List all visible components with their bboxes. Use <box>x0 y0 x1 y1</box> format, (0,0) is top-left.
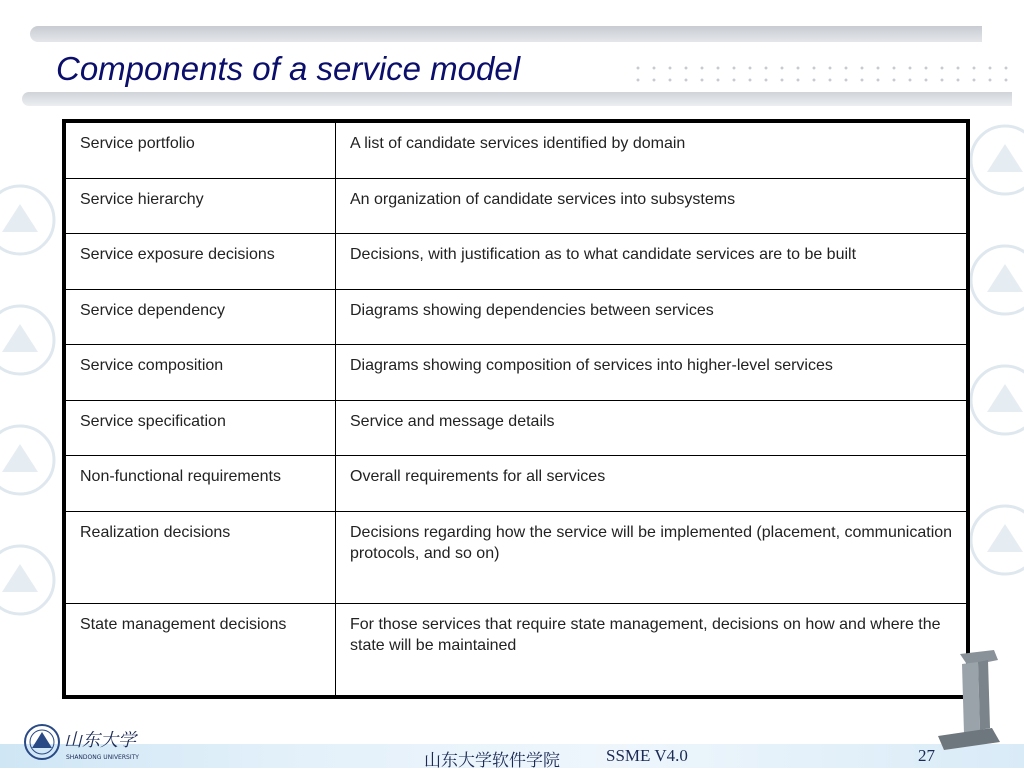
footer-course: SSME V4.0 <box>606 746 688 765</box>
university-logo <box>22 720 172 764</box>
component-description-cell: For those services that require state management, decisions on how and where the state will be maintained <box>336 603 967 695</box>
podium-decoration <box>932 650 1002 750</box>
component-description-cell: Service and message details <box>336 400 967 456</box>
table-row <box>66 400 967 456</box>
component-description-cell: Overall requirements for all services <box>336 456 967 512</box>
table-row <box>66 345 967 401</box>
table-row <box>66 289 967 345</box>
component-description-cell: Diagrams showing dependencies between services <box>336 289 967 345</box>
footer-page-number: 27 <box>918 746 935 765</box>
footer-institution: 山东大学软件学院 <box>424 751 560 770</box>
table-row <box>66 456 967 512</box>
component-description-cell: Decisions, with justification as to what candidate services are to be built <box>336 234 967 290</box>
component-name-cell: Realization decisions <box>66 511 336 603</box>
component-description-cell: An organization of candidate services into subsystems <box>336 178 967 234</box>
component-name-cell: Service hierarchy <box>66 178 336 234</box>
title-band-bottom <box>22 92 1012 106</box>
component-name-cell: Service exposure decisions <box>66 234 336 290</box>
title-dots-decoration <box>630 62 1010 82</box>
table-row <box>66 123 967 179</box>
component-name-cell: Non-functional requirements <box>66 456 336 512</box>
table-row <box>66 511 967 603</box>
title-band-top <box>30 26 982 42</box>
page-title: Components of a service model <box>56 50 521 87</box>
component-name-cell: Service portfolio <box>66 123 336 179</box>
service-model-table <box>62 119 970 699</box>
svg-text:山东大学: 山东大学 <box>64 730 136 751</box>
component-name-cell: State management decisions <box>66 603 336 695</box>
table-row <box>66 603 967 695</box>
table-row <box>66 234 967 290</box>
component-name-cell: Service composition <box>66 345 336 401</box>
component-description-cell: Diagrams showing composition of services into higher-level services <box>336 345 967 401</box>
component-name-cell: Service dependency <box>66 289 336 345</box>
table-row <box>66 178 967 234</box>
svg-text:SHANDONG UNIVERSITY: SHANDONG UNIVERSITY <box>66 754 139 761</box>
table-body <box>66 123 967 696</box>
component-description-cell: A list of candidate services identified by domain <box>336 123 967 179</box>
component-name-cell: Service specification <box>66 400 336 456</box>
component-description-cell: Decisions regarding how the service will be implemented (placement, communication protocols, and so on) <box>336 511 967 603</box>
